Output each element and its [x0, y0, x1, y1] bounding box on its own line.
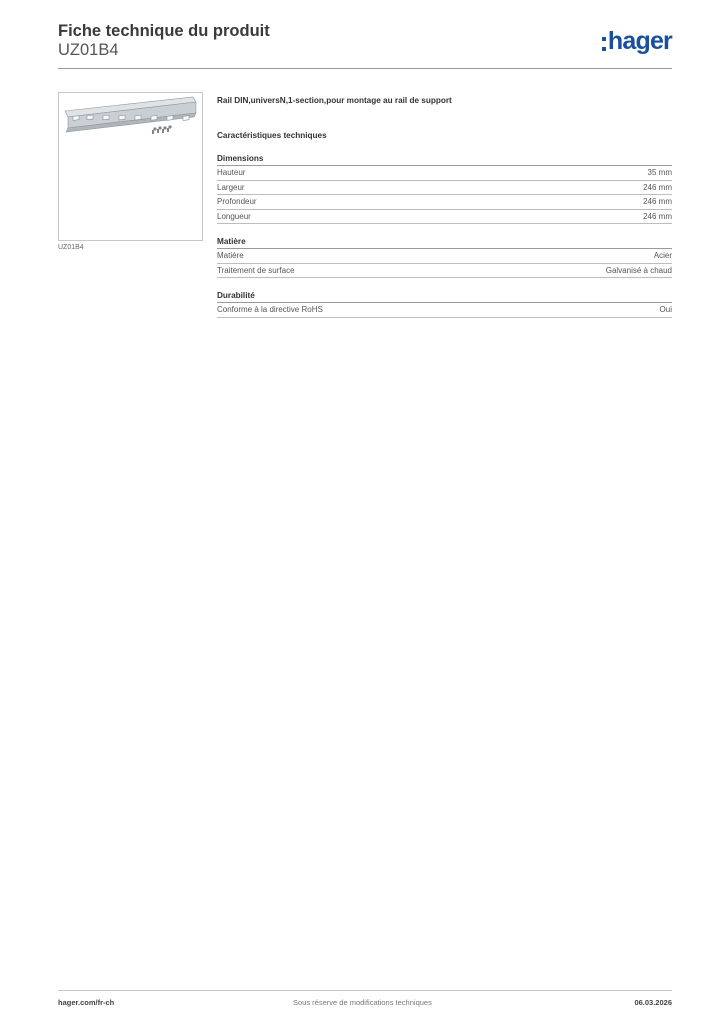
spec-row-matiere	[217, 249, 672, 264]
footer-website-link[interactable]: hager.com/fr-ch	[58, 998, 115, 1007]
product-code: UZ01B4	[58, 41, 119, 59]
spec-row-hauteur	[217, 166, 672, 181]
spec-value: Oui	[659, 305, 672, 314]
spec-value: Galvanisé à chaud	[605, 265, 672, 275]
header-divider	[58, 68, 672, 69]
hager-logo[interactable]	[602, 28, 672, 54]
section-title: Dimensions	[217, 153, 672, 166]
product-details	[217, 96, 672, 330]
logo-colon-icon	[602, 37, 606, 51]
section-matiere	[217, 236, 672, 278]
product-image	[58, 92, 203, 241]
section-title: Matière	[217, 236, 672, 249]
spec-label: Profondeur	[217, 197, 257, 206]
spec-label: Conforme à la directive RoHS	[217, 305, 323, 314]
spec-label: Largeur	[217, 182, 245, 192]
footer-divider	[58, 990, 672, 991]
section-title: Durabilité	[217, 290, 672, 303]
spec-label: Hauteur	[217, 168, 246, 177]
footer-disclaimer: Sous réserve de modifications techniques	[293, 998, 432, 1007]
spec-row-rohs	[217, 303, 672, 318]
spec-label: Longueur	[217, 211, 251, 221]
spec-row-largeur	[217, 181, 672, 196]
logo-text: hager	[607, 27, 672, 55]
specs-heading: Caractéristiques techniques	[217, 131, 327, 140]
spec-row-traitement	[217, 264, 672, 279]
page-title: Fiche technique du produit	[58, 22, 270, 40]
spec-value: 246 mm	[643, 211, 672, 221]
spec-row-profondeur	[217, 195, 672, 210]
spec-value: Acier	[653, 251, 672, 260]
footer-date: 06.03.2026	[634, 998, 672, 1007]
spec-label: Traitement de surface	[217, 265, 295, 275]
section-dimensions	[217, 153, 672, 224]
section-durabilite	[217, 290, 672, 318]
spec-value: 35 mm	[647, 168, 672, 177]
spec-value: 246 mm	[643, 197, 672, 206]
image-caption: UZ01B4	[58, 244, 84, 251]
din-rail-illustration	[59, 93, 202, 240]
page-header	[58, 22, 270, 60]
spec-row-longueur	[217, 210, 672, 225]
product-description: Rail DIN,universN,1-section,pour montage au rail de support	[217, 96, 452, 105]
spec-value: 246 mm	[643, 182, 672, 192]
spec-label: Matière	[217, 251, 244, 260]
